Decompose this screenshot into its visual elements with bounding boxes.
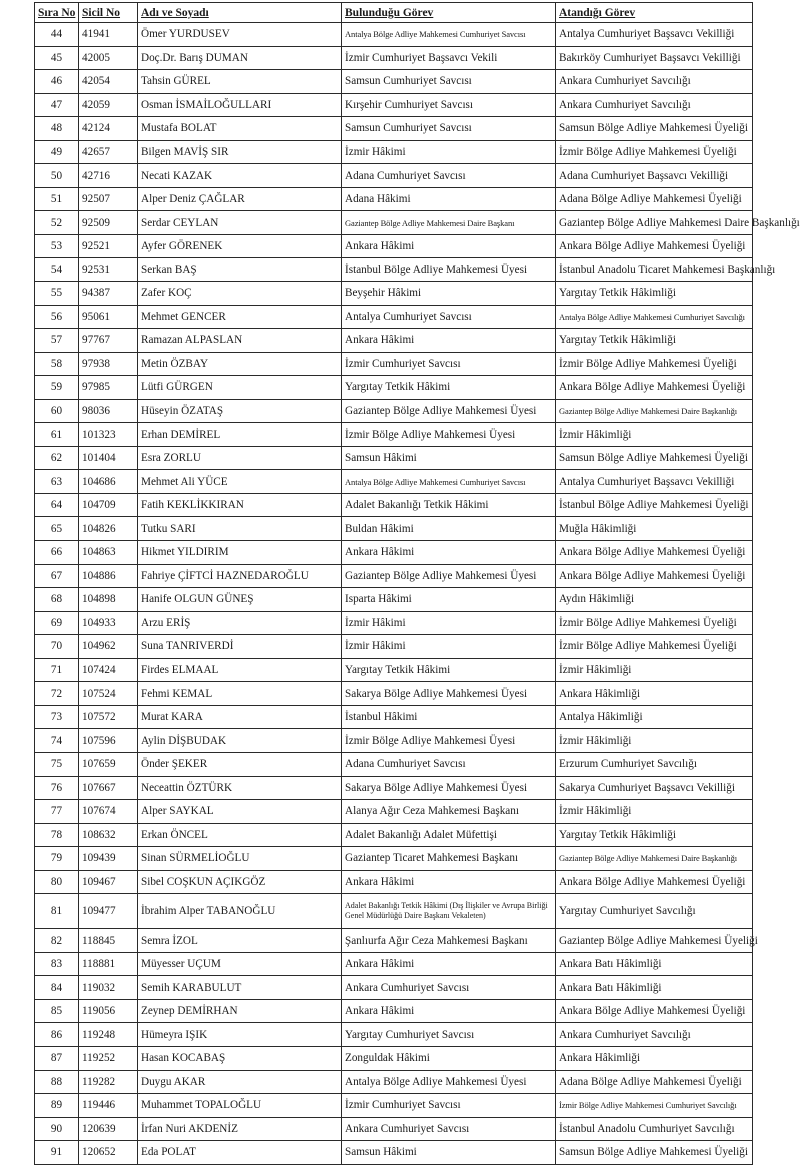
cell-sicil-no: 97938 — [79, 352, 138, 376]
cell-atandigi-gorev: Samsun Bölge Adliye Mahkemesi Üyeliği — [556, 446, 753, 470]
cell-sicil-no: 104886 — [79, 564, 138, 588]
cell-atandigi-gorev: Erzurum Cumhuriyet Savcılığı — [556, 752, 753, 776]
cell-sira-no: 90 — [35, 1117, 79, 1141]
cell-sicil-no: 104933 — [79, 611, 138, 635]
cell-bulundugu-gorev: İzmir Cumhuriyet Savcısı — [342, 1094, 556, 1118]
table-row — [35, 588, 753, 612]
cell-adi-soyadi: Hüseyin ÖZATAŞ — [138, 399, 342, 423]
cell-bulundugu-gorev: İzmir Bölge Adliye Mahkemesi Üyesi — [342, 729, 556, 753]
cell-atandigi-gorev: Adana Bölge Adliye Mahkemesi Üyeliği — [556, 1070, 753, 1094]
cell-sira-no: 54 — [35, 258, 79, 282]
cell-adi-soyadi: Mehmet Ali YÜCE — [138, 470, 342, 494]
cell-atandigi-gorev: Antalya Cumhuriyet Başsavcı Vekilliği — [556, 470, 753, 494]
cell-sicil-no: 119252 — [79, 1046, 138, 1070]
cell-sira-no: 81 — [35, 894, 79, 929]
cell-sira-no: 74 — [35, 729, 79, 753]
cell-bulundugu-gorev: Sakarya Bölge Adliye Mahkemesi Üyesi — [342, 682, 556, 706]
cell-bulundugu-gorev: Buldan Hâkimi — [342, 517, 556, 541]
cell-atandigi-gorev: Yargıtay Tetkik Hâkimliği — [556, 823, 753, 847]
cell-sicil-no: 119032 — [79, 976, 138, 1000]
cell-sicil-no: 95061 — [79, 305, 138, 329]
cell-sicil-no: 94387 — [79, 282, 138, 306]
table-row — [35, 93, 753, 117]
cell-adi-soyadi: Firdes ELMAAL — [138, 658, 342, 682]
cell-sicil-no: 92509 — [79, 211, 138, 235]
cell-atandigi-gorev: Ankara Cumhuriyet Savcılığı — [556, 70, 753, 94]
cell-sira-no: 61 — [35, 423, 79, 447]
table-row — [35, 164, 753, 188]
cell-atandigi-gorev: İzmir Hâkimliği — [556, 800, 753, 824]
cell-sicil-no: 104962 — [79, 635, 138, 659]
cell-sicil-no: 107674 — [79, 800, 138, 824]
table-row — [35, 564, 753, 588]
cell-adi-soyadi: Eda POLAT — [138, 1141, 342, 1165]
table-body — [35, 23, 800, 1165]
cell-sicil-no: 119446 — [79, 1094, 138, 1118]
cell-sira-no: 65 — [35, 517, 79, 541]
cell-bulundugu-gorev: Samsun Cumhuriyet Savcısı — [342, 70, 556, 94]
table-row — [35, 1094, 753, 1118]
cell-bulundugu-gorev: İzmir Hâkimi — [342, 140, 556, 164]
cell-adi-soyadi: Hasan KOCABAŞ — [138, 1046, 342, 1070]
cell-sira-no: 55 — [35, 282, 79, 306]
cell-bulundugu-gorev: Antalya Bölge Adliye Mahkemesi Üyesi — [342, 1070, 556, 1094]
cell-adi-soyadi: Hanife OLGUN GÜNEŞ — [138, 588, 342, 612]
cell-bulundugu-gorev: Ankara Hâkimi — [342, 952, 556, 976]
cell-atandigi-gorev: Bakırköy Cumhuriyet Başsavcı Vekilliği — [556, 46, 753, 70]
cell-sicil-no: 42059 — [79, 93, 138, 117]
cell-bulundugu-gorev: Samsun Cumhuriyet Savcısı — [342, 117, 556, 141]
table-row — [35, 611, 753, 635]
table-row — [35, 117, 753, 141]
cell-bulundugu-gorev: Gaziantep Ticaret Mahkemesi Başkanı — [342, 847, 556, 871]
cell-sicil-no: 97985 — [79, 376, 138, 400]
cell-atandigi-gorev: Ankara Bölge Adliye Mahkemesi Üyeliği — [556, 564, 753, 588]
table-row — [35, 823, 753, 847]
cell-bulundugu-gorev: Adana Cumhuriyet Savcısı — [342, 752, 556, 776]
cell-atandigi-gorev: Ankara Hâkimliği — [556, 1046, 753, 1070]
cell-atandigi-gorev: İzmir Hâkimliği — [556, 423, 753, 447]
cell-bulundugu-gorev: Şanlıurfa Ağır Ceza Mahkemesi Başkanı — [342, 929, 556, 953]
cell-sira-no: 87 — [35, 1046, 79, 1070]
cell-adi-soyadi: İbrahim Alper TABANOĞLU — [138, 894, 342, 929]
table-row — [35, 470, 753, 494]
cell-adi-soyadi: Duygu AKAR — [138, 1070, 342, 1094]
cell-sicil-no: 42054 — [79, 70, 138, 94]
cell-atandigi-gorev: İzmir Hâkimliği — [556, 658, 753, 682]
cell-atandigi-gorev: İzmir Bölge Adliye Mahkemesi Üyeliği — [556, 352, 753, 376]
cell-atandigi-gorev: Ankara Batı Hâkimliği — [556, 952, 753, 976]
cell-adi-soyadi: Zafer KOÇ — [138, 282, 342, 306]
cell-atandigi-gorev: İzmir Bölge Adliye Mahkemesi Üyeliği — [556, 611, 753, 635]
cell-sira-no: 86 — [35, 1023, 79, 1047]
cell-atandigi-gorev: Ankara Batı Hâkimliği — [556, 976, 753, 1000]
cell-sicil-no: 109439 — [79, 847, 138, 871]
cell-atandigi-gorev: Ankara Hâkimliği — [556, 682, 753, 706]
cell-atandigi-gorev: Muğla Hâkimliği — [556, 517, 753, 541]
header-bulundugu-gorev: Bulunduğu Görev — [342, 3, 556, 23]
table-row — [35, 399, 753, 423]
cell-atandigi-gorev: Antalya Hâkimliği — [556, 705, 753, 729]
cell-sicil-no: 107572 — [79, 705, 138, 729]
cell-atandigi-gorev: Ankara Bölge Adliye Mahkemesi Üyeliği — [556, 376, 753, 400]
cell-sira-no: 78 — [35, 823, 79, 847]
cell-adi-soyadi: Muhammet TOPALOĞLU — [138, 1094, 342, 1118]
cell-atandigi-gorev: Adana Bölge Adliye Mahkemesi Üyeliği — [556, 187, 753, 211]
cell-adi-soyadi: Alper Deniz ÇAĞLAR — [138, 187, 342, 211]
table-row — [35, 952, 753, 976]
cell-adi-soyadi: Mustafa BOLAT — [138, 117, 342, 141]
cell-sira-no: 58 — [35, 352, 79, 376]
cell-adi-soyadi: Semih KARABULUT — [138, 976, 342, 1000]
table-row — [35, 870, 753, 894]
cell-bulundugu-gorev: Antalya Bölge Adliye Mahkemesi Cumhuriyet Savcısı — [342, 470, 556, 494]
cell-adi-soyadi: Tahsin GÜREL — [138, 70, 342, 94]
table-row — [35, 847, 753, 871]
cell-sicil-no: 118845 — [79, 929, 138, 953]
table-row — [35, 140, 753, 164]
cell-bulundugu-gorev: Ankara Cumhuriyet Savcısı — [342, 1117, 556, 1141]
cell-adi-soyadi: Suna TANRIVERDİ — [138, 635, 342, 659]
table-row — [35, 1070, 753, 1094]
cell-sicil-no: 104709 — [79, 493, 138, 517]
cell-bulundugu-gorev: Gaziantep Bölge Adliye Mahkemesi Üyesi — [342, 564, 556, 588]
cell-sicil-no: 120652 — [79, 1141, 138, 1165]
cell-atandigi-gorev: İstanbul Anadolu Ticaret Mahkemesi Başkanlığı — [556, 258, 753, 282]
cell-sira-no: 67 — [35, 564, 79, 588]
cell-sira-no: 52 — [35, 211, 79, 235]
cell-adi-soyadi: Murat KARA — [138, 705, 342, 729]
cell-adi-soyadi: Fahriye ÇİFTCİ HAZNEDAROĞLU — [138, 564, 342, 588]
cell-sicil-no: 42005 — [79, 46, 138, 70]
table-row — [35, 752, 753, 776]
cell-adi-soyadi: Ayfer GÖRENEK — [138, 234, 342, 258]
cell-adi-soyadi: Arzu ERİŞ — [138, 611, 342, 635]
cell-atandigi-gorev: Ankara Bölge Adliye Mahkemesi Üyeliği — [556, 999, 753, 1023]
table-row — [35, 282, 753, 306]
cell-atandigi-gorev: Ankara Cumhuriyet Savcılığı — [556, 93, 753, 117]
cell-adi-soyadi: Hikmet YILDIRIM — [138, 541, 342, 565]
header-sira-no: Sıra No — [35, 3, 79, 23]
cell-bulundugu-gorev: Ankara Hâkimi — [342, 870, 556, 894]
table-row — [35, 682, 753, 706]
cell-bulundugu-gorev: Samsun Hâkimi — [342, 1141, 556, 1165]
header-adi-soyadi: Adı ve Soyadı — [138, 3, 342, 23]
cell-sira-no: 59 — [35, 376, 79, 400]
cell-adi-soyadi: Bilgen MAVİŞ SIR — [138, 140, 342, 164]
cell-sicil-no: 98036 — [79, 399, 138, 423]
cell-sicil-no: 92507 — [79, 187, 138, 211]
cell-sira-no: 63 — [35, 470, 79, 494]
cell-bulundugu-gorev: Kırşehir Cumhuriyet Savcısı — [342, 93, 556, 117]
cell-sicil-no: 101323 — [79, 423, 138, 447]
cell-bulundugu-gorev: Gaziantep Bölge Adliye Mahkemesi Daire Başkanı — [342, 211, 556, 235]
cell-sicil-no: 97767 — [79, 329, 138, 353]
cell-bulundugu-gorev: Alanya Ağır Ceza Mahkemesi Başkanı — [342, 800, 556, 824]
cell-atandigi-gorev: İzmir Bölge Adliye Mahkemesi Üyeliği — [556, 635, 753, 659]
cell-sira-no: 88 — [35, 1070, 79, 1094]
cell-bulundugu-gorev: Yargıtay Tetkik Hâkimi — [342, 658, 556, 682]
cell-sira-no: 77 — [35, 800, 79, 824]
cell-bulundugu-gorev: Beyşehir Hâkimi — [342, 282, 556, 306]
cell-adi-soyadi: Neceattin ÖZTÜRK — [138, 776, 342, 800]
table-row — [35, 446, 753, 470]
cell-bulundugu-gorev: Ankara Hâkimi — [342, 329, 556, 353]
cell-sicil-no: 42657 — [79, 140, 138, 164]
cell-sicil-no: 107524 — [79, 682, 138, 706]
cell-sira-no: 60 — [35, 399, 79, 423]
table-row — [35, 1023, 753, 1047]
cell-atandigi-gorev: Sakarya Cumhuriyet Başsavcı Vekilliği — [556, 776, 753, 800]
cell-sira-no: 83 — [35, 952, 79, 976]
cell-sira-no: 82 — [35, 929, 79, 953]
table-row — [35, 258, 753, 282]
cell-sira-no: 68 — [35, 588, 79, 612]
table-row — [35, 211, 753, 235]
cell-atandigi-gorev: İstanbul Bölge Adliye Mahkemesi Üyeliği — [556, 493, 753, 517]
cell-adi-soyadi: Lütfi GÜRGEN — [138, 376, 342, 400]
cell-adi-soyadi: Doç.Dr. Barış DUMAN — [138, 46, 342, 70]
cell-adi-soyadi: Erkan ÖNCEL — [138, 823, 342, 847]
appointment-table — [34, 2, 800, 1165]
cell-sicil-no: 101404 — [79, 446, 138, 470]
cell-sicil-no: 42716 — [79, 164, 138, 188]
table-row — [35, 46, 753, 70]
cell-atandigi-gorev: Gaziantep Bölge Adliye Mahkemesi Daire Başkanlığı — [556, 211, 753, 235]
cell-atandigi-gorev: Ankara Bölge Adliye Mahkemesi Üyeliği — [556, 870, 753, 894]
cell-atandigi-gorev: Gaziantep Bölge Adliye Mahkemesi Daire Başkanlığı — [556, 399, 753, 423]
cell-atandigi-gorev: Adana Cumhuriyet Başsavcı Vekilliği — [556, 164, 753, 188]
table-row — [35, 705, 753, 729]
cell-atandigi-gorev: Samsun Bölge Adliye Mahkemesi Üyeliği — [556, 1141, 753, 1165]
cell-sicil-no: 107424 — [79, 658, 138, 682]
cell-adi-soyadi: Semra İZOL — [138, 929, 342, 953]
cell-sicil-no: 107659 — [79, 752, 138, 776]
table-row — [35, 517, 753, 541]
cell-sira-no: 69 — [35, 611, 79, 635]
cell-sicil-no: 104898 — [79, 588, 138, 612]
table-row — [35, 976, 753, 1000]
table-row — [35, 541, 753, 565]
cell-adi-soyadi: Mehmet GENCER — [138, 305, 342, 329]
cell-sira-no: 85 — [35, 999, 79, 1023]
cell-bulundugu-gorev: Ankara Hâkimi — [342, 234, 556, 258]
cell-adi-soyadi: Aylin DİŞBUDAK — [138, 729, 342, 753]
cell-sira-no: 50 — [35, 164, 79, 188]
table-row — [35, 1046, 753, 1070]
cell-sicil-no: 109477 — [79, 894, 138, 929]
cell-bulundugu-gorev: İstanbul Hâkimi — [342, 705, 556, 729]
cell-atandigi-gorev: Yargıtay Tetkik Hâkimliği — [556, 282, 753, 306]
cell-sicil-no: 119282 — [79, 1070, 138, 1094]
cell-sira-no: 76 — [35, 776, 79, 800]
cell-atandigi-gorev: İzmir Bölge Adliye Mahkemesi Cumhuriyet Savcılığı — [556, 1094, 753, 1118]
table-row — [35, 776, 753, 800]
table-row — [35, 658, 753, 682]
cell-bulundugu-gorev: Adalet Bakanlığı Tetkik Hâkimi (Dış İlişkiler ve Avrupa Birliği Genel Müdürlüğü Daire Başkanı Vekaleten) — [342, 894, 556, 929]
cell-sicil-no: 109467 — [79, 870, 138, 894]
cell-adi-soyadi: Erhan DEMİREL — [138, 423, 342, 447]
table-row — [35, 1117, 753, 1141]
table-row — [35, 329, 753, 353]
cell-sira-no: 70 — [35, 635, 79, 659]
cell-atandigi-gorev: Antalya Bölge Adliye Mahkemesi Cumhuriyet Savcılığı — [556, 305, 753, 329]
cell-sicil-no: 92531 — [79, 258, 138, 282]
cell-bulundugu-gorev: Gaziantep Bölge Adliye Mahkemesi Üyesi — [342, 399, 556, 423]
cell-bulundugu-gorev: Zonguldak Hâkimi — [342, 1046, 556, 1070]
table-row — [35, 187, 753, 211]
header-atandigi-gorev: Atandığı Görev — [556, 3, 753, 23]
cell-adi-soyadi: Ramazan ALPASLAN — [138, 329, 342, 353]
cell-bulundugu-gorev: Antalya Cumhuriyet Savcısı — [342, 305, 556, 329]
cell-adi-soyadi: Hümeyra IŞIK — [138, 1023, 342, 1047]
cell-bulundugu-gorev: Adalet Bakanlığı Tetkik Hâkimi — [342, 493, 556, 517]
cell-sicil-no: 119056 — [79, 999, 138, 1023]
cell-sicil-no: 107596 — [79, 729, 138, 753]
cell-sira-no: 44 — [35, 23, 79, 47]
cell-atandigi-gorev: Yargıtay Tetkik Hâkimliği — [556, 329, 753, 353]
cell-bulundugu-gorev: Ankara Hâkimi — [342, 999, 556, 1023]
cell-sira-no: 75 — [35, 752, 79, 776]
table-row — [35, 70, 753, 94]
cell-sira-no: 79 — [35, 847, 79, 871]
cell-sira-no: 45 — [35, 46, 79, 70]
cell-atandigi-gorev: Yargıtay Cumhuriyet Savcılığı — [556, 894, 753, 929]
table-row — [35, 493, 753, 517]
cell-bulundugu-gorev: İzmir Bölge Adliye Mahkemesi Üyesi — [342, 423, 556, 447]
cell-sira-no: 51 — [35, 187, 79, 211]
cell-adi-soyadi: Fatih KEKLİKKIRAN — [138, 493, 342, 517]
cell-bulundugu-gorev: İzmir Hâkimi — [342, 635, 556, 659]
table-row — [35, 23, 753, 47]
cell-sira-no: 56 — [35, 305, 79, 329]
cell-sira-no: 49 — [35, 140, 79, 164]
cell-adi-soyadi: Serdar CEYLAN — [138, 211, 342, 235]
cell-adi-soyadi: Tutku SARI — [138, 517, 342, 541]
cell-sira-no: 57 — [35, 329, 79, 353]
cell-adi-soyadi: Zeynep DEMİRHAN — [138, 999, 342, 1023]
cell-sira-no: 64 — [35, 493, 79, 517]
cell-sira-no: 84 — [35, 976, 79, 1000]
cell-atandigi-gorev: Ankara Bölge Adliye Mahkemesi Üyeliği — [556, 541, 753, 565]
cell-atandigi-gorev: Ankara Bölge Adliye Mahkemesi Üyeliği — [556, 234, 753, 258]
table-row — [35, 999, 753, 1023]
cell-bulundugu-gorev: İstanbul Bölge Adliye Mahkemesi Üyesi — [342, 258, 556, 282]
cell-adi-soyadi: Sibel COŞKUN AÇIKGÖZ — [138, 870, 342, 894]
cell-bulundugu-gorev: Sakarya Bölge Adliye Mahkemesi Üyesi — [342, 776, 556, 800]
cell-atandigi-gorev: İzmir Bölge Adliye Mahkemesi Üyeliği — [556, 140, 753, 164]
table-row — [35, 800, 753, 824]
cell-atandigi-gorev: İzmir Hâkimliği — [556, 729, 753, 753]
cell-atandigi-gorev: Ankara Cumhuriyet Savcılığı — [556, 1023, 753, 1047]
cell-sicil-no: 92521 — [79, 234, 138, 258]
cell-sira-no: 71 — [35, 658, 79, 682]
cell-sicil-no: 119248 — [79, 1023, 138, 1047]
cell-sira-no: 62 — [35, 446, 79, 470]
cell-atandigi-gorev: İstanbul Anadolu Cumhuriyet Savcılığı — [556, 1117, 753, 1141]
table-row — [35, 305, 753, 329]
cell-bulundugu-gorev: Yargıtay Cumhuriyet Savcısı — [342, 1023, 556, 1047]
cell-atandigi-gorev: Aydın Hâkimliği — [556, 588, 753, 612]
header-sicil-no: Sicil No — [79, 3, 138, 23]
cell-sira-no: 89 — [35, 1094, 79, 1118]
cell-adi-soyadi: Ömer YURDUSEV — [138, 23, 342, 47]
cell-sira-no: 91 — [35, 1141, 79, 1165]
cell-sira-no: 80 — [35, 870, 79, 894]
table-header-row — [35, 3, 753, 23]
cell-bulundugu-gorev: Adalet Bakanlığı Adalet Müfettişi — [342, 823, 556, 847]
table-row — [35, 929, 753, 953]
cell-sira-no: 72 — [35, 682, 79, 706]
cell-sira-no: 66 — [35, 541, 79, 565]
cell-sicil-no: 118881 — [79, 952, 138, 976]
table-row — [35, 1141, 753, 1165]
table-row — [35, 635, 753, 659]
cell-sicil-no: 42124 — [79, 117, 138, 141]
cell-adi-soyadi: Alper SAYKAL — [138, 800, 342, 824]
cell-bulundugu-gorev: İzmir Cumhuriyet Başsavcı Vekili — [342, 46, 556, 70]
cell-sira-no: 53 — [35, 234, 79, 258]
cell-bulundugu-gorev: Isparta Hâkimi — [342, 588, 556, 612]
table-row — [35, 234, 753, 258]
cell-sira-no: 47 — [35, 93, 79, 117]
table-row — [35, 376, 753, 400]
table-row — [35, 423, 753, 447]
cell-bulundugu-gorev: Ankara Hâkimi — [342, 541, 556, 565]
cell-atandigi-gorev: Gaziantep Bölge Adliye Mahkemesi Üyeliği — [556, 929, 753, 953]
cell-bulundugu-gorev: İzmir Hâkimi — [342, 611, 556, 635]
table-row — [35, 352, 753, 376]
cell-sicil-no: 104686 — [79, 470, 138, 494]
cell-adi-soyadi: Osman İSMAİLOĞULLARI — [138, 93, 342, 117]
cell-atandigi-gorev: Samsun Bölge Adliye Mahkemesi Üyeliği — [556, 117, 753, 141]
cell-adi-soyadi: Serkan BAŞ — [138, 258, 342, 282]
cell-sicil-no: 107667 — [79, 776, 138, 800]
cell-adi-soyadi: Sinan SÜRMELİOĞLU — [138, 847, 342, 871]
cell-bulundugu-gorev: Adana Hâkimi — [342, 187, 556, 211]
cell-adi-soyadi: Müyesser UÇUM — [138, 952, 342, 976]
cell-adi-soyadi: Necati KAZAK — [138, 164, 342, 188]
cell-bulundugu-gorev: Adana Cumhuriyet Savcısı — [342, 164, 556, 188]
cell-sicil-no: 120639 — [79, 1117, 138, 1141]
cell-atandigi-gorev: Gaziantep Bölge Adliye Mahkemesi Daire Başkanlığı — [556, 847, 753, 871]
cell-bulundugu-gorev: Yargıtay Tetkik Hâkimi — [342, 376, 556, 400]
table-row — [35, 894, 753, 929]
cell-sira-no: 48 — [35, 117, 79, 141]
cell-adi-soyadi: Fehmi KEMAL — [138, 682, 342, 706]
cell-sicil-no: 41941 — [79, 23, 138, 47]
cell-sira-no: 46 — [35, 70, 79, 94]
cell-adi-soyadi: Esra ZORLU — [138, 446, 342, 470]
cell-sicil-no: 108632 — [79, 823, 138, 847]
appointment-document — [34, 2, 800, 1165]
cell-bulundugu-gorev: Ankara Cumhuriyet Savcısı — [342, 976, 556, 1000]
cell-bulundugu-gorev: Antalya Bölge Adliye Mahkemesi Cumhuriyet Savcısı — [342, 23, 556, 47]
table-row — [35, 729, 753, 753]
cell-adi-soyadi: Önder ŞEKER — [138, 752, 342, 776]
cell-sicil-no: 104826 — [79, 517, 138, 541]
cell-adi-soyadi: İrfan Nuri AKDENİZ — [138, 1117, 342, 1141]
cell-bulundugu-gorev: İzmir Cumhuriyet Savcısı — [342, 352, 556, 376]
cell-sira-no: 73 — [35, 705, 79, 729]
cell-sicil-no: 104863 — [79, 541, 138, 565]
cell-bulundugu-gorev: Samsun Hâkimi — [342, 446, 556, 470]
cell-atandigi-gorev: Antalya Cumhuriyet Başsavcı Vekilliği — [556, 23, 753, 47]
cell-adi-soyadi: Metin ÖZBAY — [138, 352, 342, 376]
